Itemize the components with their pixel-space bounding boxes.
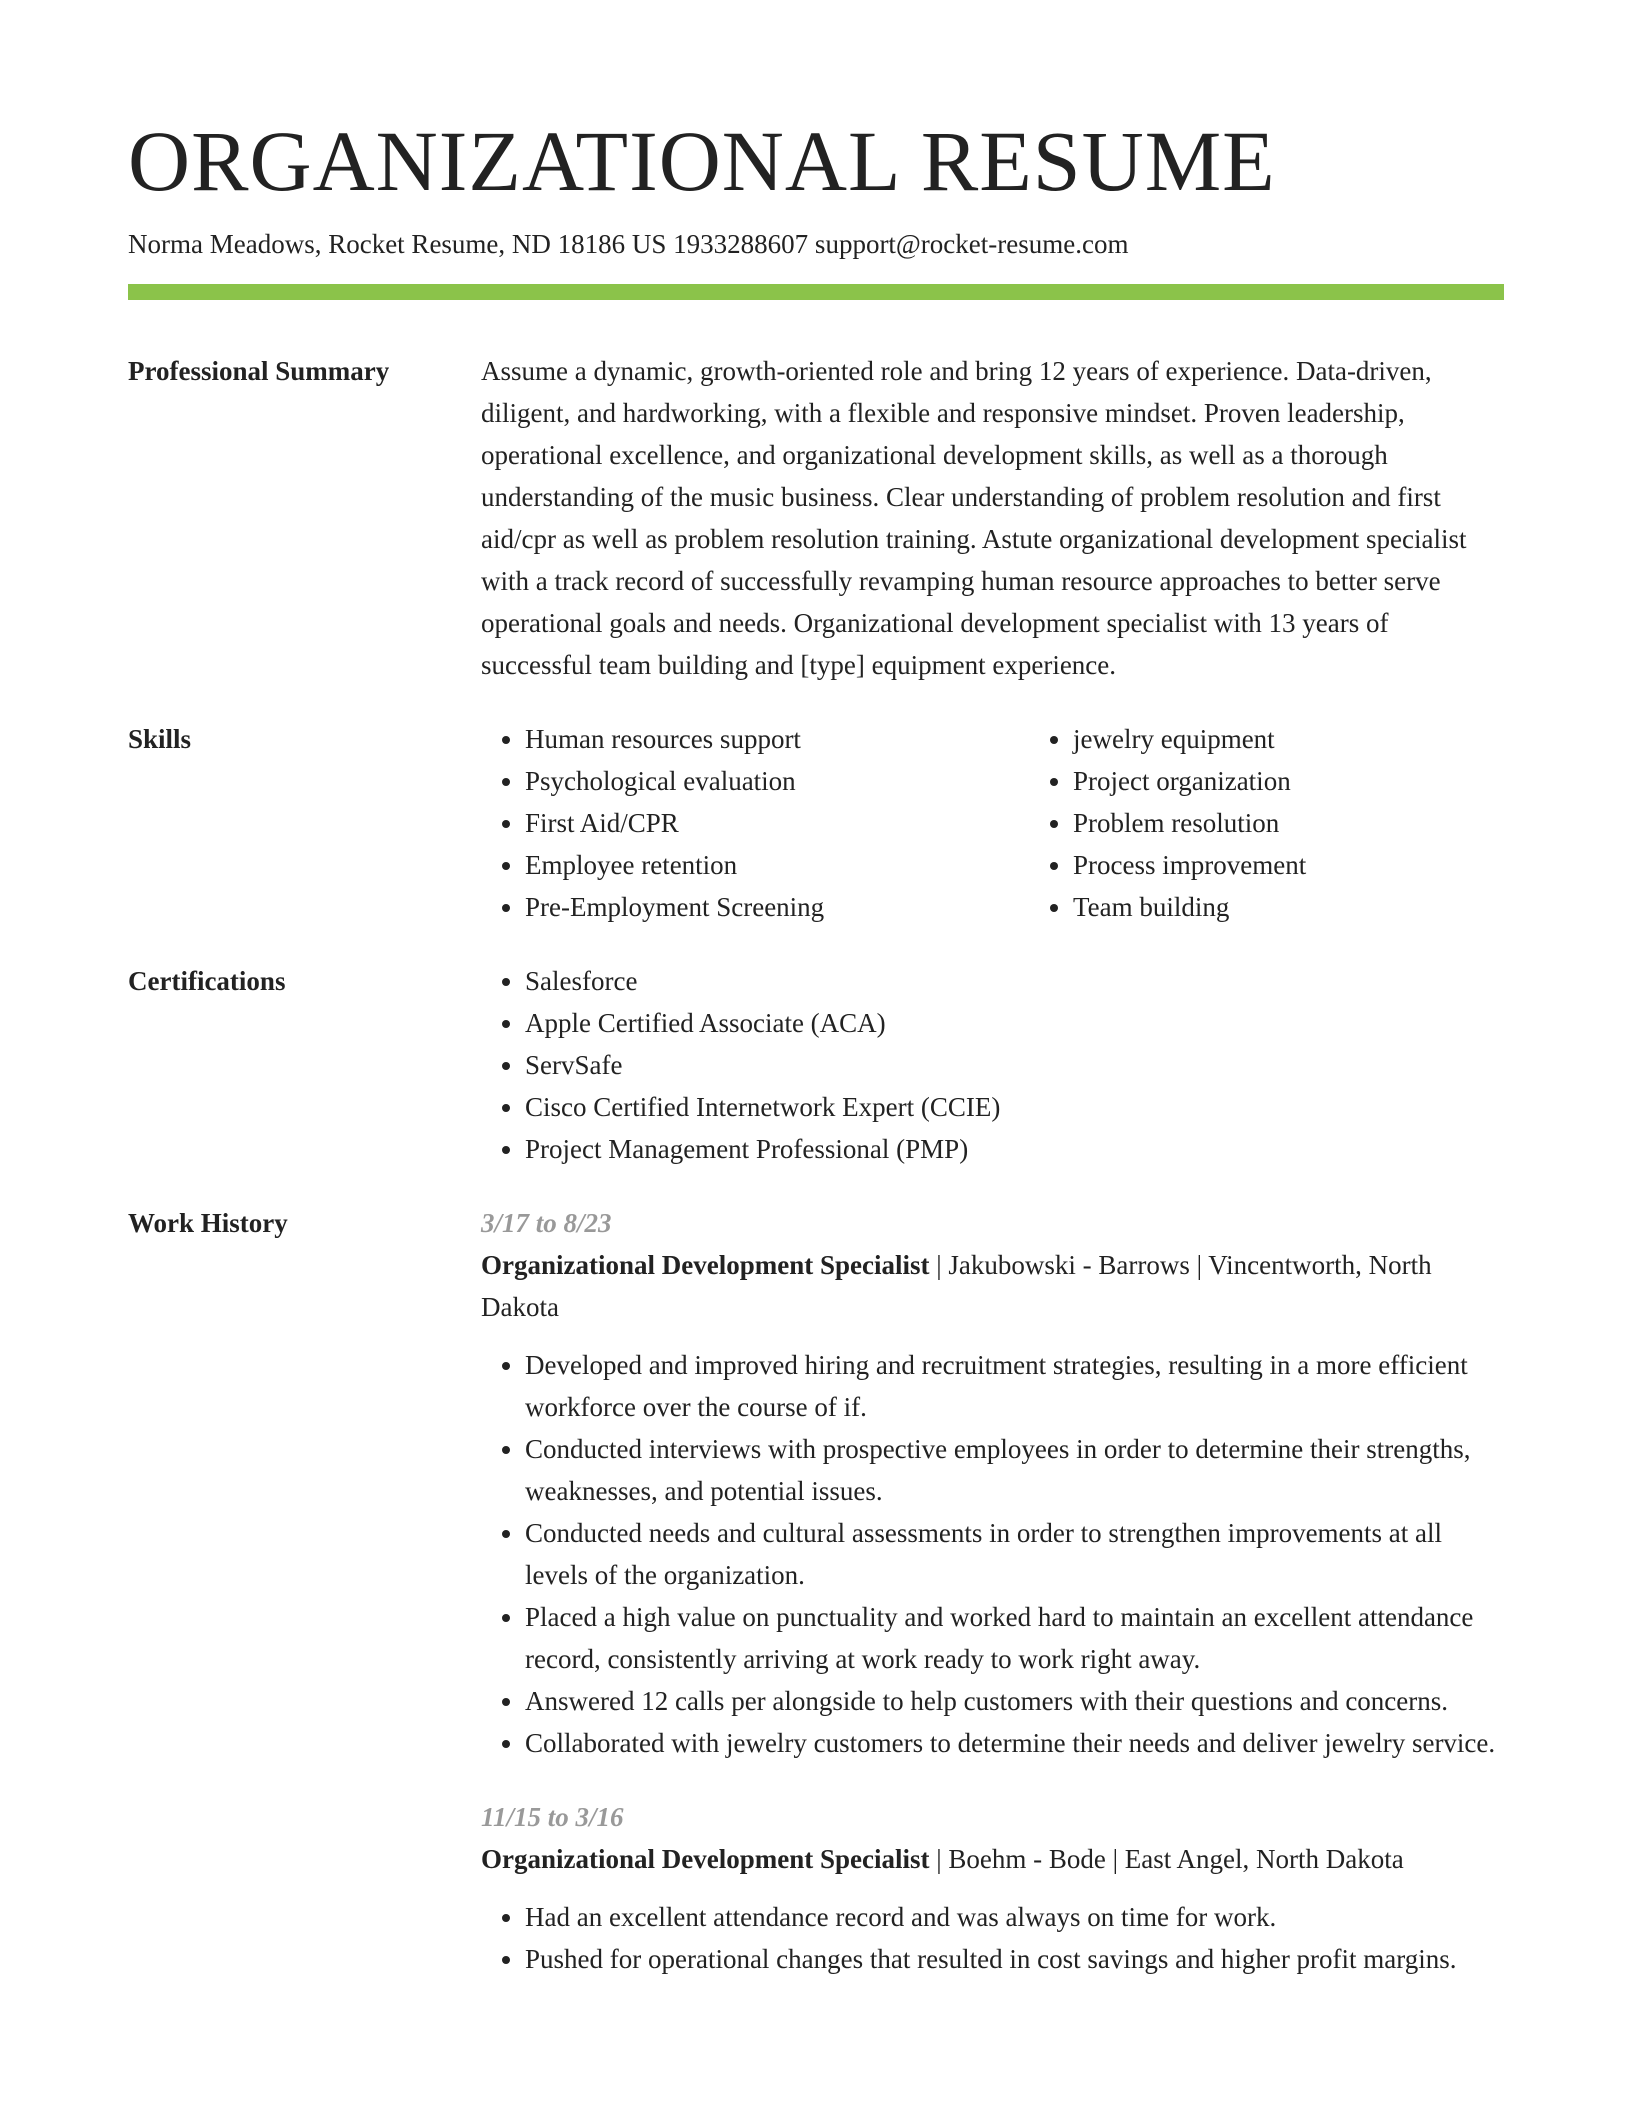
- job-heading: [481, 1244, 1504, 1328]
- job-entry: [481, 1202, 1504, 1764]
- work-history-body: [481, 1202, 1504, 1980]
- skill-item: • Human resources support: [525, 718, 1029, 760]
- skills-list-right: [1029, 718, 1306, 928]
- job-title: Organizational Development Specialist: [481, 1844, 930, 1875]
- certifications-body: [481, 960, 1504, 1170]
- skills-list-left: [481, 718, 1029, 928]
- skill-item: • Employee retention: [525, 844, 1029, 886]
- summary-text: Assume a dynamic, growth-oriented role and bring 12 years of experience. Data-driven, diligent, and hardworking, with a flexible and responsive mindset. Proven leadership, operational excellence, and organizational development skills, as well as a thorough understanding of the music business. Clear understanding of problem resolution and first aid/cpr as well as problem resolution training. Astute organizational development specialist with a track record of successfully revamping human resource approaches to better serve operational goals and needs. Organizational development specialist with 13 years of successful team building and [type] equipment experience.: [481, 356, 1467, 681]
- job-dates: 11/15 to 3/16: [481, 1802, 624, 1833]
- summary-heading: Professional Summary: [128, 356, 390, 387]
- job-duty-item: • Pushed for operational changes that resulted in cost savings and higher profit margins.: [525, 1938, 1504, 1980]
- skills-section: [128, 718, 1504, 928]
- job-duty-item: • Conducted interviews with prospective employees in order to determine their strengths, weaknesses, and potential issues.: [525, 1428, 1504, 1512]
- certification-item: • Cisco Certified Internetwork Expert (CCIE): [525, 1086, 1504, 1128]
- skills-grid: [481, 718, 1504, 928]
- skill-item: • jewelry equipment: [1073, 718, 1306, 760]
- certifications-list: [481, 960, 1504, 1170]
- job-employer-location: | Boehm - Bode | East Angel, North Dakota: [929, 1844, 1404, 1875]
- skill-item: • Problem resolution: [1073, 802, 1306, 844]
- skill-item: • Psychological evaluation: [525, 760, 1029, 802]
- job-title: Organizational Development Specialist: [481, 1250, 930, 1281]
- skills-heading: Skills: [128, 724, 192, 755]
- resume-title: ORGANIZATIONAL RESUME: [128, 113, 1276, 209]
- job-duty-item: • Conducted needs and cultural assessments in order to strengthen improvements at all levels of the organization.: [525, 1512, 1504, 1596]
- certification-item: • Apple Certified Associate (ACA): [525, 1002, 1504, 1044]
- contact-line: Norma Meadows, Rocket Resume, ND 18186 US 1933288607 support@rocket-resume.com: [128, 229, 1129, 259]
- skill-item: • Team building: [1073, 886, 1306, 928]
- job-duty-item: • Had an excellent attendance record and was always on time for work.: [525, 1896, 1504, 1938]
- accent-divider: [128, 284, 1504, 300]
- job-duties: [481, 1896, 1504, 1980]
- work-history-heading: Work History: [128, 1208, 288, 1239]
- certifications-heading: Certifications: [128, 966, 286, 997]
- work-history-section: [128, 1202, 1504, 1980]
- skill-item: • Process improvement: [1073, 844, 1306, 886]
- certification-item: • ServSafe: [525, 1044, 1504, 1086]
- job-duty-item: • Collaborated with jewelry customers to determine their needs and deliver jewelry service.: [525, 1722, 1504, 1764]
- job-duty-item: • Placed a high value on punctuality and worked hard to maintain an excellent attendance record, consistently arriving at work ready to work right away.: [525, 1596, 1504, 1680]
- job-employer-location: | Jakubowski - Barrows | Vincentworth, North Dakota: [481, 1250, 1432, 1323]
- summary-section: [128, 350, 1504, 686]
- certifications-section: [128, 960, 1504, 1170]
- skill-item: • Pre-Employment Screening: [525, 886, 1029, 928]
- job-entry: [481, 1796, 1504, 1980]
- job-heading: [481, 1838, 1504, 1880]
- job-duty-item: • Developed and improved hiring and recruitment strategies, resulting in a more efficient workforce over the course of if.: [525, 1344, 1504, 1428]
- job-duties: [481, 1344, 1504, 1764]
- skill-item: • Project organization: [1073, 760, 1306, 802]
- job-duty-item: • Answered 12 calls per alongside to help customers with their questions and concerns.: [525, 1680, 1504, 1722]
- certification-item: • Project Management Professional (PMP): [525, 1128, 1504, 1170]
- job-dates: 3/17 to 8/23: [481, 1208, 612, 1239]
- skill-item: • First Aid/CPR: [525, 802, 1029, 844]
- certification-item: • Salesforce: [525, 960, 1504, 1002]
